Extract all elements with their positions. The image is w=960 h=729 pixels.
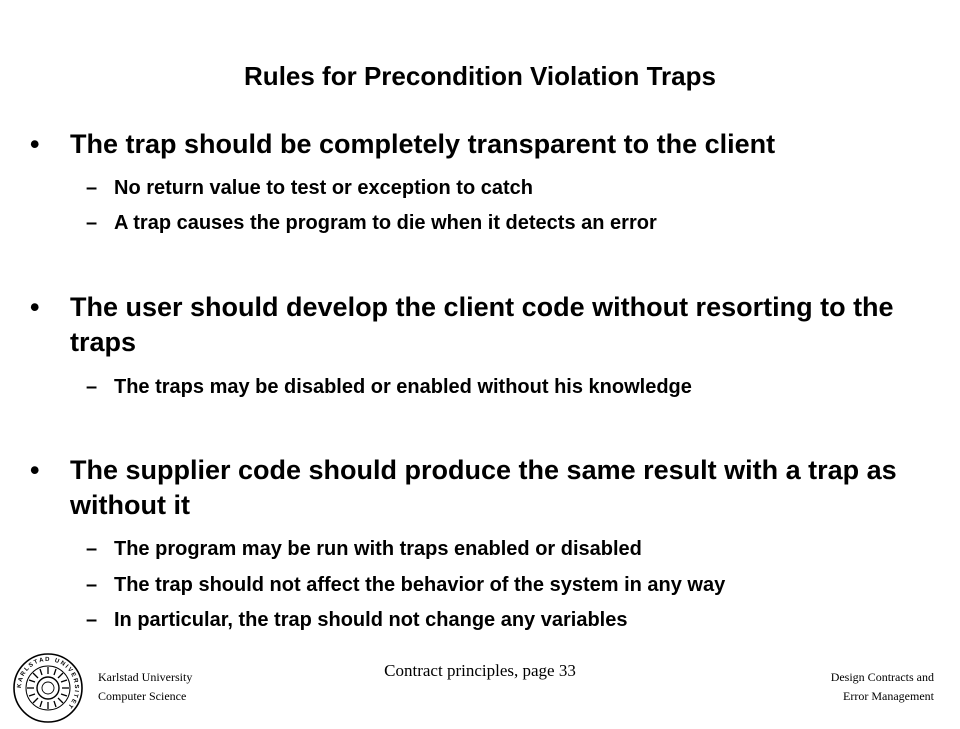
sub-bullet-marker: –	[86, 574, 98, 596]
sub-bullet-text: No return value to test or exception to catch	[114, 177, 533, 199]
sub-bullet-text: A trap causes the program to die when it detects an error	[114, 212, 657, 234]
bullet-item	[30, 453, 930, 523]
sub-bullet-item	[86, 571, 946, 599]
footer-course-line1: Design Contracts and	[830, 670, 934, 684]
bullet-text: The user should develop the client code without resorting to the traps	[70, 292, 894, 357]
sub-bullet-text: In particular, the trap should not change any variables	[114, 609, 628, 631]
bullet-marker: •	[30, 455, 40, 485]
slide-title: Rules for Precondition Violation Traps	[244, 61, 716, 91]
sub-bullet-marker: –	[86, 609, 98, 631]
sub-bullet-marker: –	[86, 376, 98, 398]
sub-bullet-item	[86, 373, 946, 401]
sub-bullet-item	[86, 535, 946, 563]
sub-bullet-marker: –	[86, 177, 98, 199]
footer-right	[831, 668, 934, 706]
footer-page-label: Contract principles, page 33	[384, 661, 576, 680]
seal-lettering: KARLSTAD UNIVERSITET	[16, 656, 80, 711]
sub-bullet-text: The trap should not affect the behavior of the system in any way	[114, 574, 726, 596]
sub-bullet-item	[86, 209, 946, 237]
sub-bullet-item	[86, 606, 946, 634]
footer-department: Computer Science	[98, 689, 187, 703]
footer-course-line2: Error Management	[843, 689, 934, 703]
sub-bullet-text: The program may be run with traps enabled or disabled	[114, 538, 642, 560]
bullet-item	[30, 290, 930, 360]
bullet-text: The trap should be completely transparent to the client	[70, 129, 776, 159]
bullet-marker: •	[30, 129, 40, 159]
bullet-marker: •	[30, 292, 40, 322]
footer-university: Karlstad University	[98, 670, 193, 684]
bullet-item	[30, 127, 930, 162]
sub-bullet-item	[86, 174, 946, 202]
sub-bullet-marker: –	[86, 538, 98, 560]
sub-bullet-marker: –	[86, 212, 98, 234]
sub-bullet-text: The traps may be disabled or enabled without his knowledge	[114, 376, 692, 398]
bullet-text: The supplier code should produce the same result with a trap as without it	[70, 455, 897, 520]
